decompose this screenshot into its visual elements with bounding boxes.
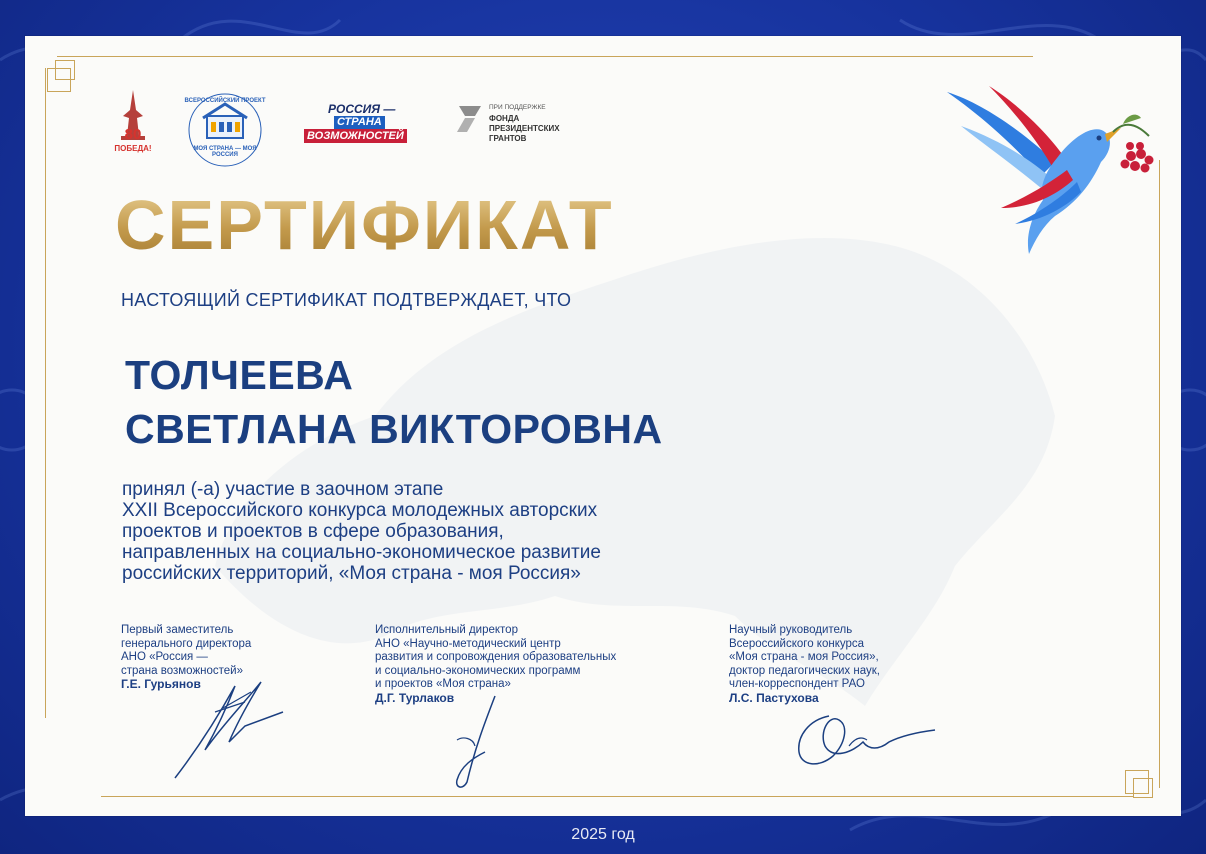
project-logo-top-text: ВСЕРОССИЙСКИЙ ПРОЕКТ <box>184 98 266 104</box>
left-gold-line <box>45 68 46 718</box>
signatory-name: Л.С. Пастухова <box>729 690 819 705</box>
signatory-title-line: страна возможностей» <box>121 664 243 677</box>
corner-ornament-top-left-inner <box>55 60 75 80</box>
fund-logo-line3: ПРЕЗИДЕНТСКИХ <box>489 124 560 133</box>
signatory-title-line: и проектов «Моя страна» <box>375 678 511 690</box>
project-emblem-logo <box>184 92 266 168</box>
body-line: проектов и проектов в сфере образования, <box>122 521 504 542</box>
fund-logo-line1: ПРИ ПОДДЕРЖКЕ <box>489 104 546 111</box>
top-gold-line <box>57 56 1033 57</box>
corner-ornament-bottom-right-inner <box>1133 778 1153 798</box>
signatory-name: Д.Г. Турлаков <box>375 690 455 705</box>
body-line: российских территорий, «Моя страна - моя Россия» <box>122 563 581 584</box>
victory-80-logo <box>113 88 153 160</box>
fund-logo-line4: ГРАНТОВ <box>489 134 527 143</box>
signatory-title-line: Научный руководитель <box>729 624 853 636</box>
victory-logo-text: ПОБЕДА! <box>114 144 152 153</box>
russia-land-of-opportunity-logo <box>302 102 414 146</box>
year-label: 2025 год <box>571 826 635 843</box>
signatory-name: Г.Е. Гурьянов <box>121 677 201 691</box>
signatory-title-line: АНО «Россия — <box>121 651 208 663</box>
right-gold-line <box>1159 160 1160 788</box>
signatory-title-line: Первый заместитель <box>121 624 234 636</box>
presidential-grants-fund-logo <box>455 102 585 150</box>
signatory-title-line: АНО «Научно-методический центр <box>375 637 561 650</box>
signatory-title-line: Исполнительный директор <box>375 624 518 636</box>
signatory-3 <box>729 624 880 705</box>
recipient-surname: ТОЛЧЕЕВА <box>125 352 354 398</box>
russia-logo-line2: СТРАНА <box>334 116 385 129</box>
body-line: принял (-а) участие в заочном этапе <box>122 479 444 500</box>
signature-2-mark <box>445 692 505 792</box>
signatory-title-line: Всероссийского конкурса <box>729 637 865 650</box>
body-line: направленных на социально-экономическое развитие <box>122 542 601 563</box>
grants-fund-icon <box>455 104 483 134</box>
signatory-title-line: член-корреспондент РАО <box>729 678 865 690</box>
recipient-given-names: СВЕТЛАНА ВИКТОРОВНА <box>125 406 663 452</box>
signatory-title-line: доктор педагогических наук, <box>729 664 880 677</box>
russia-logo-line3: ВОЗМОЖНОСТЕЙ <box>304 129 407 143</box>
bottom-gold-line <box>101 796 1133 797</box>
map-watermark <box>175 186 1075 746</box>
signature-3-mark <box>789 706 939 776</box>
participation-text <box>122 479 762 584</box>
signatory-title-line: «Моя страна - моя Россия», <box>729 651 879 663</box>
certificate-paper <box>25 36 1181 816</box>
project-logo-bottom-text: МОЯ СТРАНА — МОЯ РОССИЯ <box>193 146 257 158</box>
signatory-title-line: развития и сопровождения образовательных <box>375 651 617 663</box>
russia-logo-line1: РОССИЯ — <box>328 102 396 116</box>
signatory-title-line: и социально-экономических программ <box>375 664 581 677</box>
victory-logo-number: 80 <box>124 126 142 143</box>
signatory-title-line: генерального директора <box>121 637 252 650</box>
recipient-name <box>125 348 663 456</box>
certificate-title: СЕРТИФИКАТ <box>115 186 614 264</box>
body-line: XXII Всероссийского конкурса молодежных авторских <box>122 500 598 521</box>
fund-logo-line2: ФОНДА <box>489 114 520 123</box>
signature-1-mark <box>165 672 285 782</box>
certificate-subtitle: НАСТОЯЩИЙ СЕРТИФИКАТ ПОДТВЕРЖДАЕТ, ЧТО <box>121 290 572 310</box>
bird-illustration <box>945 84 1155 259</box>
